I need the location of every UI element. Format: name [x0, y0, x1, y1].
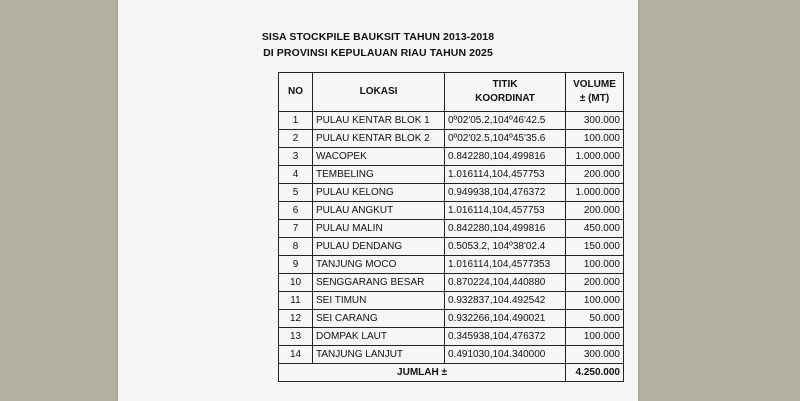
table-row [279, 328, 624, 346]
document-subtitle: DI PROVINSI KEPULAUAN RIAU TAHUN 2025 [263, 47, 493, 59]
cell-no: 11 [279, 292, 313, 310]
cell-lokasi: TEMBELING [313, 166, 445, 184]
header-volume-line2: ± (MT) [579, 93, 610, 104]
cell-volume: 100.000 [566, 328, 624, 346]
header-koordinat-line2: KOORDINAT [475, 93, 535, 104]
table-row [279, 148, 624, 166]
cell-volume: 200.000 [566, 166, 624, 184]
total-value: 4.250.000 [566, 364, 624, 382]
cell-lokasi: PULAU DENDANG [313, 238, 445, 256]
cell-no: 5 [279, 184, 313, 202]
cell-koordinat: 0.842280,104,499816 [445, 148, 566, 166]
cell-koordinat: 0.842280,104,499816 [445, 220, 566, 238]
cell-koordinat: 0.491030,104.340000 [445, 346, 566, 364]
cell-koordinat: 0.932266,104.490021 [445, 310, 566, 328]
cell-no: 10 [279, 274, 313, 292]
cell-lokasi: SEI TIMUN [313, 292, 445, 310]
cell-volume: 100.000 [566, 256, 624, 274]
cell-no: 6 [279, 202, 313, 220]
cell-koordinat: 0.870224,104,440880 [445, 274, 566, 292]
cell-volume: 200.000 [566, 202, 624, 220]
cell-koordinat: 0º02'05.2,104º46'42.5 [445, 112, 566, 130]
cell-no: 1 [279, 112, 313, 130]
cell-koordinat: 1.016114,104,457753 [445, 202, 566, 220]
table-row [279, 256, 624, 274]
cell-lokasi: SENGGARANG BESAR [313, 274, 445, 292]
cell-lokasi: PULAU ANGKUT [313, 202, 445, 220]
cell-volume: 100.000 [566, 130, 624, 148]
cell-lokasi: WACOPEK [313, 148, 445, 166]
header-no: NO [279, 73, 313, 112]
cell-no: 3 [279, 148, 313, 166]
table-row [279, 310, 624, 328]
cell-koordinat: 1.016114,104,4577353 [445, 256, 566, 274]
table-row [279, 238, 624, 256]
table-row [279, 184, 624, 202]
cell-lokasi: PULAU KENTAR BLOK 2 [313, 130, 445, 148]
table-row [279, 274, 624, 292]
cell-koordinat: 0.5053.2, 104º38'02.4 [445, 238, 566, 256]
cell-volume: 1.000.000 [566, 184, 624, 202]
stockpile-table [278, 72, 624, 382]
table-row [279, 292, 624, 310]
cell-volume: 150.000 [566, 238, 624, 256]
cell-volume: 300.000 [566, 346, 624, 364]
cell-no: 8 [279, 238, 313, 256]
cell-lokasi: TANJUNG LANJUT [313, 346, 445, 364]
cell-volume: 450.000 [566, 220, 624, 238]
document-title: SISA STOCKPILE BAUKSIT TAHUN 2013-2018 [261, 31, 495, 43]
table-row [279, 202, 624, 220]
cell-lokasi: PULAU KENTAR BLOK 1 [313, 112, 445, 130]
cell-volume: 50.000 [566, 310, 624, 328]
total-row [279, 364, 624, 382]
header-lokasi: LOKASI [313, 73, 445, 112]
header-volume [566, 73, 624, 112]
cell-lokasi: TANJUNG MOCO [313, 256, 445, 274]
header-koordinat [445, 73, 566, 112]
cell-koordinat: 0º02'02.5,104º45'35.6 [445, 130, 566, 148]
table-row [279, 112, 624, 130]
cell-volume: 100.000 [566, 292, 624, 310]
cell-no: 2 [279, 130, 313, 148]
cell-no: 13 [279, 328, 313, 346]
header-volume-line1: VOLUME [573, 79, 616, 90]
cell-volume: 300.000 [566, 112, 624, 130]
cell-lokasi: SEI CARANG [313, 310, 445, 328]
cell-volume: 200.000 [566, 274, 624, 292]
cell-koordinat: 1.016114,104,457753 [445, 166, 566, 184]
cell-no: 12 [279, 310, 313, 328]
cell-no: 7 [279, 220, 313, 238]
cell-volume: 1.000.000 [566, 148, 624, 166]
table-row [279, 220, 624, 238]
cell-no: 4 [279, 166, 313, 184]
cell-no: 14 [279, 346, 313, 364]
table-row [279, 166, 624, 184]
cell-lokasi: PULAU MALIN [313, 220, 445, 238]
cell-koordinat: 0.932837,104.492542 [445, 292, 566, 310]
header-koordinat-line1: TITIK [492, 79, 518, 90]
cell-koordinat: 0.345938,104,476372 [445, 328, 566, 346]
cell-koordinat: 0.949938,104,476372 [445, 184, 566, 202]
table-row [279, 346, 624, 364]
cell-lokasi: DOMPAK LAUT [313, 328, 445, 346]
total-label: JUMLAH ± [279, 364, 566, 382]
table-row [279, 130, 624, 148]
cell-lokasi: PULAU KELONG [313, 184, 445, 202]
table-header-row [279, 73, 624, 112]
cell-no: 9 [279, 256, 313, 274]
